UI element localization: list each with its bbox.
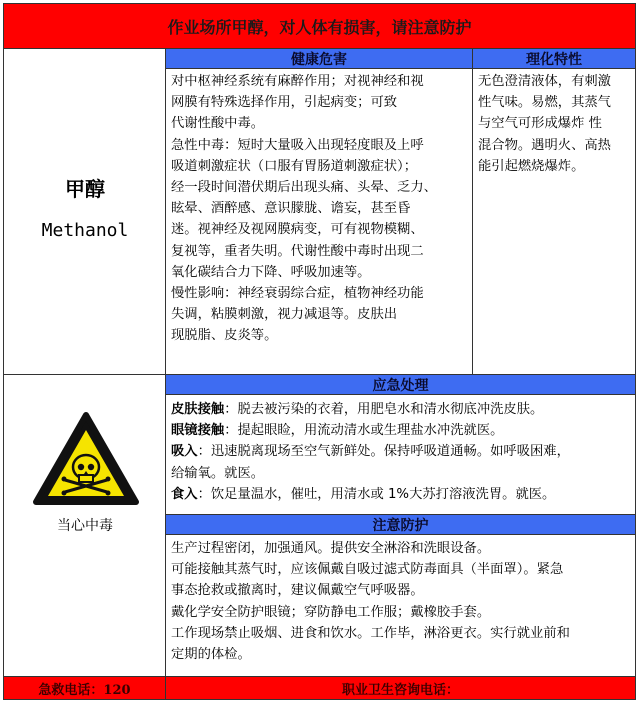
- safety-notice-card: [3, 3, 636, 700]
- text-line: 可能接触其蒸气时，应该佩戴自吸过滤式防毒面具（半面罩）。紧急: [171, 562, 564, 578]
- text-line: 性气味。易燃，其蒸气: [478, 95, 611, 111]
- text-line: 迷。视神经及视网膜病变，可有视物模糊、: [171, 222, 424, 238]
- warning-sign-cell: [4, 375, 166, 676]
- text-line: 与空气可形成爆炸 性: [478, 116, 602, 132]
- text-line: 戴化学安全防护眼镜；穿防静电工作服；戴橡胶手套。: [171, 604, 491, 620]
- substance-name-en: Methanol: [41, 219, 129, 241]
- emergency-title: 应急处理: [372, 377, 429, 394]
- health-hazard-title: 健康危害: [291, 51, 347, 68]
- text-line: 氧化碳结合力下降、呼吸加速等。: [171, 264, 371, 280]
- emergency-item-ingestion: [171, 484, 630, 505]
- text-line: 急性中毒：短时大量吸入出现轻度眼及上呼: [171, 137, 424, 153]
- text-line: 对中枢神经系统有麻醉作用；对视神经和视: [171, 74, 424, 89]
- emergency-phone-cell: [4, 677, 165, 699]
- text-line: 失调，粘膜刺激，视力减退等。皮肤出: [171, 307, 398, 323]
- emergency-text: [166, 395, 635, 515]
- item-sep: ：: [224, 423, 238, 439]
- item-text: 迅速脱离现场至空气新鲜处。保持呼吸道通畅。如呼吸困难，: [210, 444, 570, 460]
- item-text: 饮足量温水，催吐，用清水或 1%大苏打溶液洗胃。就医。: [210, 486, 556, 502]
- health-hazard-header: [166, 49, 472, 69]
- text-line: 工作现场禁止吸烟、进食和饮水。工作毕，淋浴更衣。实行就业前和: [171, 625, 570, 641]
- physchem-title: 理化特性: [526, 51, 582, 68]
- text-line: 定期的体检。: [171, 647, 251, 663]
- text-line: 现脱脂、皮炎等。: [171, 328, 278, 344]
- consult-phone-cell: [166, 677, 635, 699]
- text-line: 经一段时间潜伏期后出现头痛、头晕、乏力、: [171, 180, 437, 196]
- health-hazard-text: [166, 69, 472, 374]
- text-line: 吸道刺激症状（口服有胃肠道刺激症状）；: [171, 158, 417, 174]
- emergency-item-eye: [171, 420, 630, 441]
- item-text: 提起眼睑，用流动清水或生理盐水冲洗就医。: [237, 423, 504, 439]
- text-line: 混合物。遇明火、高热: [478, 137, 611, 153]
- skull-crossbones-triangle-icon: [31, 410, 141, 510]
- item-sep: ：: [197, 486, 211, 502]
- text-line: 慢性影响：神经衰弱综合症，植物神经功能: [171, 286, 424, 302]
- item-text-continued: 给输氧。就医。: [171, 465, 265, 481]
- text-line: 生产过程密闭，加强通风。提供安全淋浴和洗眼设备。: [171, 541, 491, 556]
- physchem-header: [473, 49, 635, 69]
- emergency-item-inhalation: [171, 441, 630, 462]
- warning-sign-label: 当心中毒: [57, 518, 113, 534]
- item-text: 脱去被污染的衣着，用肥皂水和清水彻底冲洗皮肤。: [237, 402, 544, 417]
- emergency-phone: 急救电话：120: [38, 682, 131, 698]
- emergency-item-skin: [171, 399, 630, 420]
- item-sep: ：: [197, 444, 211, 460]
- protection-header: [166, 515, 635, 535]
- item-label: 食入: [171, 486, 198, 502]
- item-sep: ：: [224, 402, 238, 417]
- protection-text: [166, 535, 635, 676]
- physchem-text: [473, 69, 635, 374]
- warning-banner: [4, 4, 635, 49]
- item-label: 皮肤接触: [171, 402, 225, 417]
- protection-title: 注意防护: [372, 517, 429, 534]
- text-line: 眩晕、酒醉感、意识朦胧、谵妄，甚至昏: [171, 201, 411, 217]
- text-line: 事态抢救或撤离时，建议佩戴空气呼吸器。: [171, 583, 424, 599]
- text-line: 无色澄清液体，有刺激: [478, 74, 611, 89]
- consult-phone: 职业卫生咨询电话：: [341, 682, 459, 698]
- text-line: 网膜有特殊选择作用，引起病变；可致: [171, 95, 398, 111]
- emergency-header: [166, 375, 635, 395]
- item-label: 吸入: [171, 444, 198, 460]
- banner-title: 作业场所甲醇，对人体有损害，请注意防护: [167, 17, 472, 37]
- text-line: 复视等，重者失明。代谢性酸中毒时出现二: [171, 243, 424, 259]
- text-line: 能引起燃烧爆炸。: [478, 158, 585, 174]
- text-line: 代谢性酸中毒。: [171, 116, 265, 132]
- substance-name-cn: 甲醇: [65, 176, 105, 201]
- substance-name-cell: [4, 49, 166, 374]
- divider: [4, 374, 166, 375]
- item-label: 眼镜接触: [171, 423, 225, 439]
